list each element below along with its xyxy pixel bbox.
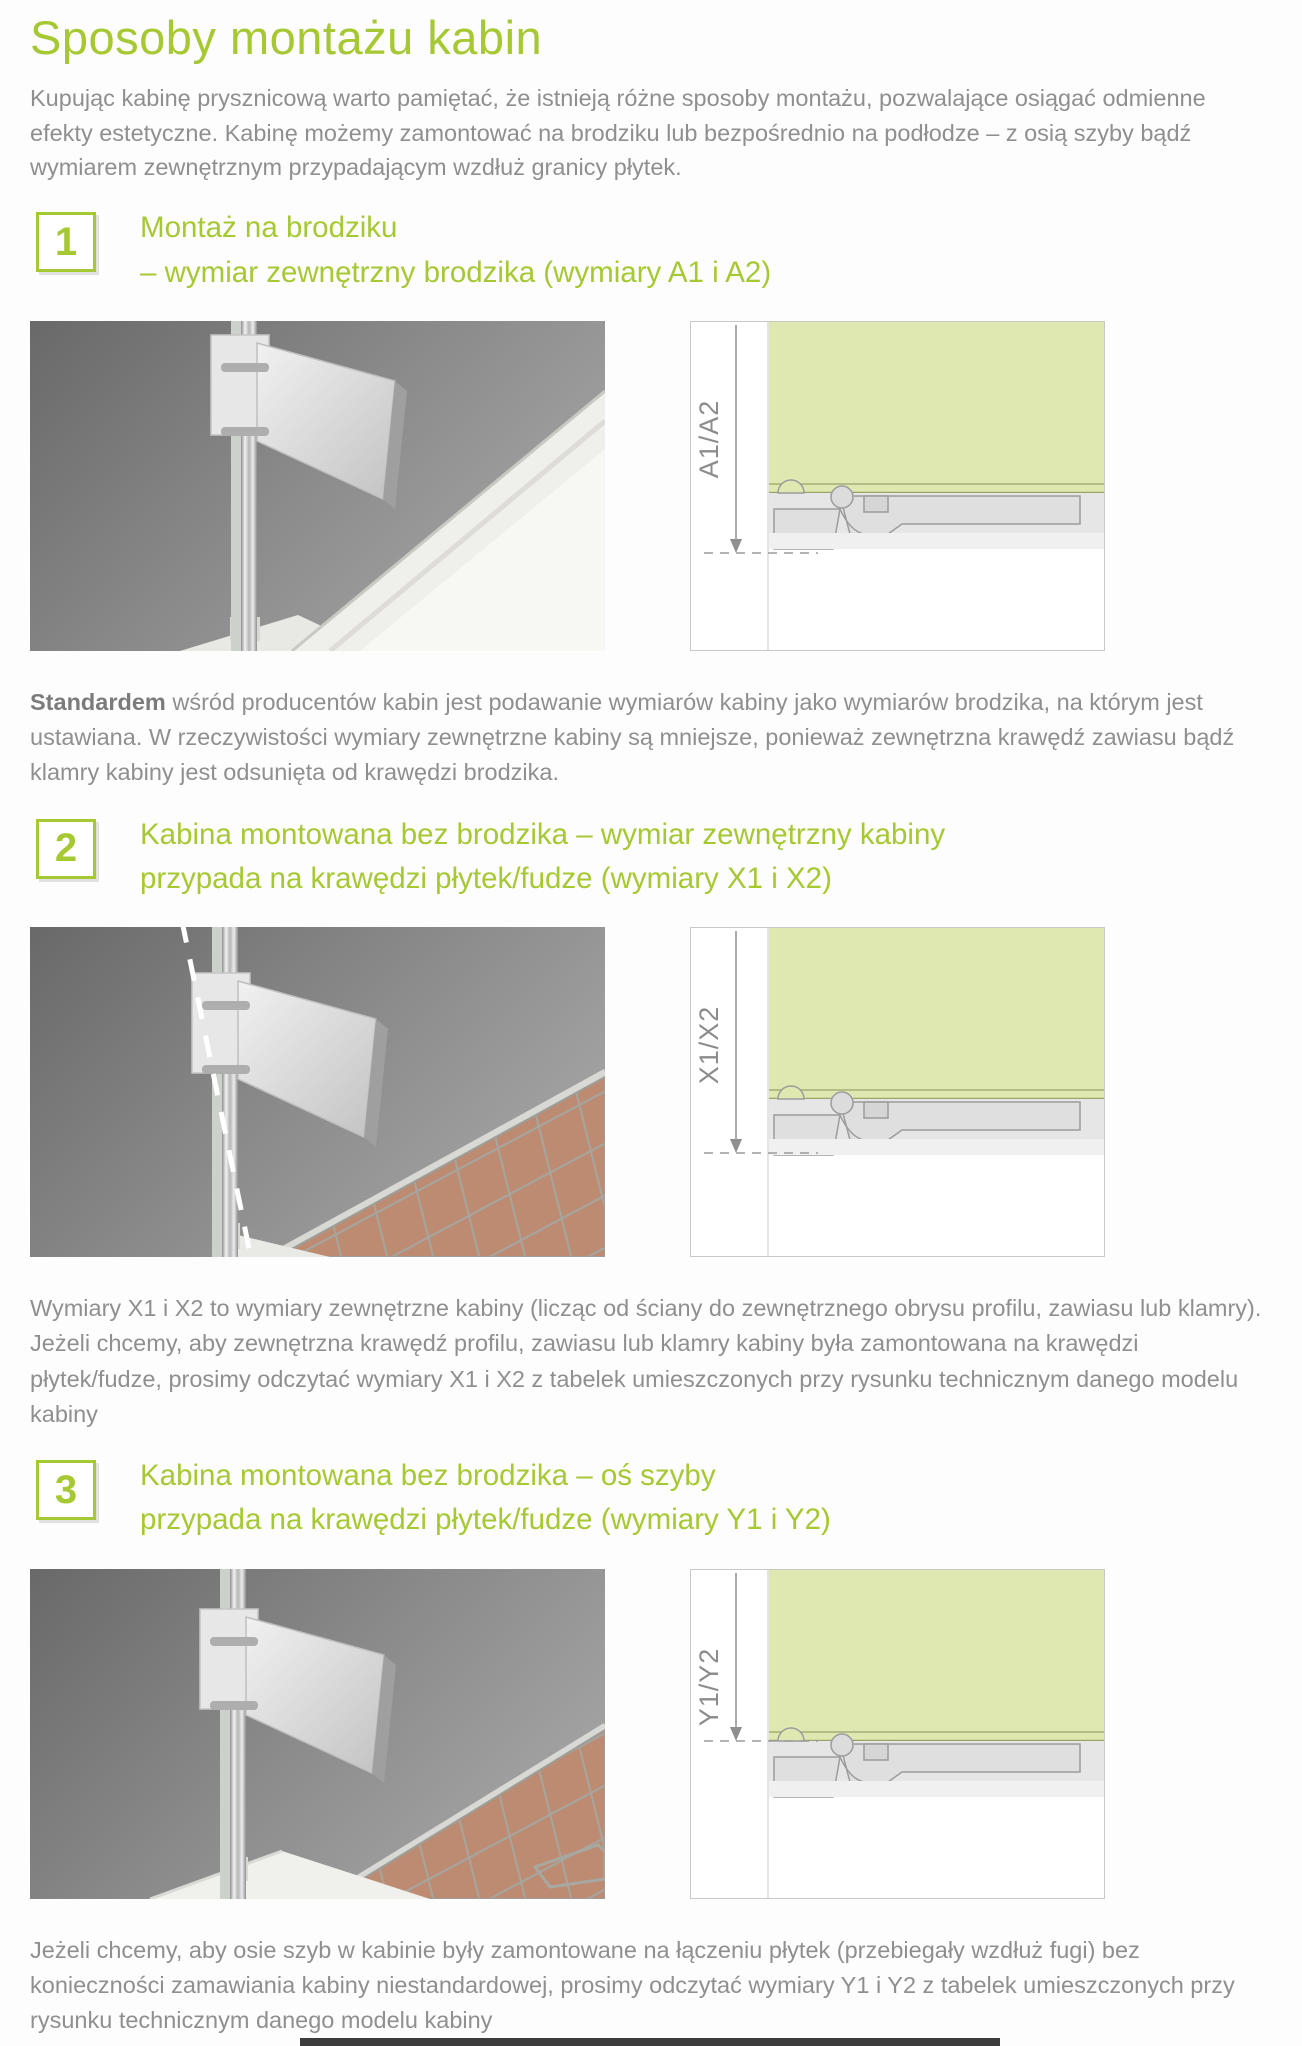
section-2-title-line1: Kabina montowana bez brodzika – wymiar zewnętrzny kabiny	[140, 817, 946, 851]
section-2-title	[140, 813, 945, 902]
diagram-x1-x2	[690, 927, 1105, 1257]
section-3-figures	[30, 1569, 1274, 1899]
section-3-title	[140, 1454, 831, 1543]
section-1-title-line2: – wymiar zewnętrzny brodzika (wymiary A1 i A2)	[140, 255, 772, 289]
photo-tiles-hinge-dashed	[30, 927, 605, 1257]
photo-tiles-hinge-tray	[30, 1569, 605, 1899]
section-1-title-line1: Montaż na brodziku	[140, 211, 398, 245]
section-3-number-badge: 3	[36, 1460, 96, 1520]
section-2-title-line2: przypada na krawędzi płytek/fudze (wymiary X1 i X2)	[140, 861, 832, 895]
paragraph-1-bold-lead: Standardem	[30, 688, 166, 715]
next-page-edge	[300, 2038, 1000, 2046]
section-1-figures	[30, 321, 1274, 651]
section-1-header	[30, 206, 1274, 295]
section-2-number-badge: 2	[36, 819, 96, 879]
diagram-a1-a2	[690, 321, 1105, 651]
paragraph-after-section-3: Jeżeli chcemy, aby osie szyb w kabinie były zamontowane na łączeniu płytek (przebiegały wzdłuż fugi) bez konieczności zamawiania kabiny niestandardowej, prosimy odczytać wymiary Y1 i Y2 z tabelek umieszczonych przy rysunku technicznym danego modelu kabiny	[30, 1936, 1235, 2034]
section-2-header	[30, 813, 1274, 902]
glass-panel	[769, 322, 1104, 493]
paragraph-after-section-2: Wymiary X1 i X2 to wymiary zewnętrzne kabiny (licząc od ściany do zewnętrznego obrysu profilu, zawiasu lub klamry). Jeżeli chcemy, aby zewnętrzna krawędź profilu, zawiasu lub klamry kabiny była zamontowana na krawędzi płytek/fudze, prosimy odczytać wymiary X1 i X2 z tabelek umieszczonych przy rysunku technicznym danego modelu kabiny	[30, 1295, 1262, 1427]
diagram-y1-y2	[690, 1569, 1105, 1899]
section-3-title-line2: przypada na krawędzi płytek/fudze (wymiary Y1 i Y2)	[140, 1503, 831, 1537]
intro-paragraph: Kupując kabinę prysznicową warto pamiętać, że istnieją różne sposoby montażu, pozwalające osiągać odmienne efekty estetyczne. Kabinę możemy zamontować na brodziku lub bezpośrednio na podłodze – z osią szyby bądź wymiarem zewnętrznym przypadającym wzdłuż granicy płytek.	[30, 85, 1206, 181]
section-2-figures	[30, 927, 1274, 1257]
glass-panel	[769, 1570, 1104, 1741]
section-3-title-line1: Kabina montowana bez brodzika – oś szyby	[140, 1459, 716, 1493]
section-3-header	[30, 1454, 1274, 1543]
dimension-label-x1-x2: X1/X2	[694, 1005, 724, 1085]
section-1-number-badge: 1	[36, 212, 96, 272]
page-title: Sposoby montażu kabin	[30, 11, 543, 64]
dimension-label-y1-y2: Y1/Y2	[694, 1647, 724, 1726]
section-1-title	[140, 206, 771, 295]
paragraph-1-text: wśród producentów kabin jest podawanie wymiarów kabiny jako wymiarów brodzika, na którym jest ustawiana. W rzeczywistości wymiary zewnętrzne kabiny są mniejsze, ponieważ zewnętrzna krawędź zawiasu bądź klamry kabiny jest odsunięta od krawędzi brodzika.	[30, 688, 1235, 786]
glass-panel	[769, 928, 1104, 1099]
dimension-label-a1-a2: A1/A2	[694, 399, 724, 479]
photo-shower-tray-hinge	[30, 321, 605, 651]
paragraph-after-section-1	[30, 685, 1274, 791]
